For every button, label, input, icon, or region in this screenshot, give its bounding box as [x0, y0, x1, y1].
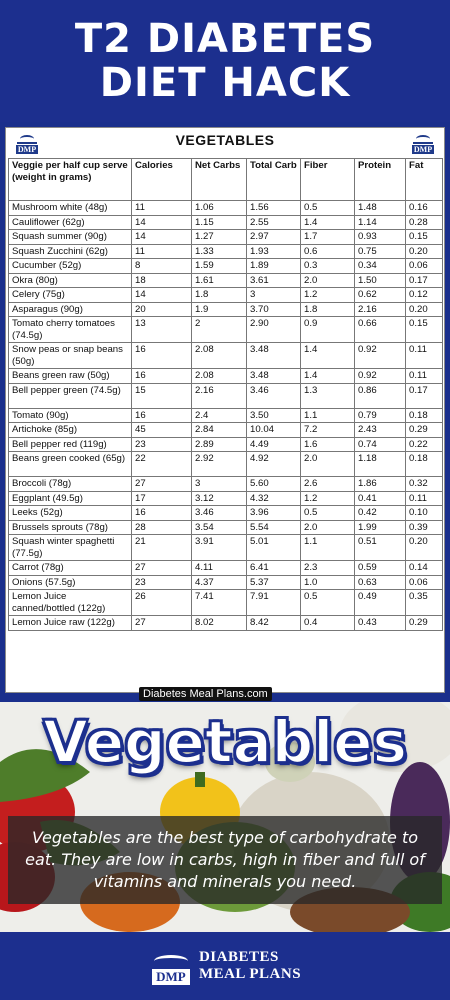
value-cell: 2.16 [355, 302, 406, 317]
value-cell: 0.18 [406, 408, 443, 423]
value-cell: 2 [192, 317, 247, 343]
veggie-name-cell: Tomato (90g) [9, 408, 132, 423]
veggie-name-cell: Bell pepper red (119g) [9, 437, 132, 452]
value-cell: 3.96 [247, 506, 301, 521]
table-title-row [6, 128, 444, 162]
value-cell: 0.42 [355, 506, 406, 521]
value-cell: 15 [132, 383, 192, 408]
value-cell: 0.20 [406, 244, 443, 259]
veggie-name-cell: Eggplant (49.5g) [9, 491, 132, 506]
value-cell: 26 [132, 590, 192, 616]
value-cell: 1.3 [301, 383, 355, 408]
value-cell: 0.66 [355, 317, 406, 343]
value-cell: 17 [132, 491, 192, 506]
value-cell: 3.48 [247, 369, 301, 384]
value-cell: 3 [192, 477, 247, 492]
value-cell: 5.37 [247, 575, 301, 590]
value-cell: 0.5 [301, 590, 355, 616]
value-cell: 28 [132, 520, 192, 535]
value-cell: 0.92 [355, 343, 406, 369]
value-cell: 2.3 [301, 561, 355, 576]
value-cell: 1.2 [301, 288, 355, 303]
value-cell: 0.15 [406, 230, 443, 245]
value-cell: 16 [132, 343, 192, 369]
value-cell: 11 [132, 244, 192, 259]
value-cell: 1.8 [301, 302, 355, 317]
value-cell: 0.43 [355, 616, 406, 631]
value-cell: 1.59 [192, 259, 247, 274]
value-cell: 23 [132, 575, 192, 590]
veggie-name-cell: Asparagus (90g) [9, 302, 132, 317]
dmp-logo-icon [149, 947, 193, 985]
value-cell: 3.48 [247, 343, 301, 369]
value-cell: 2.89 [192, 437, 247, 452]
value-cell: 22 [132, 452, 192, 477]
footer-brand-line1: DIABETES [198, 949, 279, 965]
value-cell: 3.91 [192, 535, 247, 561]
veggie-name-cell: Tomato cherry tomatoes (74.5g) [9, 317, 132, 343]
table-row [9, 491, 443, 506]
veggie-name-cell: Bell pepper green (74.5g) [9, 383, 132, 408]
value-cell: 27 [132, 477, 192, 492]
value-cell: 0.17 [406, 383, 443, 408]
value-cell: 2.55 [247, 215, 301, 230]
value-cell: 21 [132, 535, 192, 561]
value-cell: 5.01 [247, 535, 301, 561]
value-cell: 0.41 [355, 491, 406, 506]
value-cell: 2.90 [247, 317, 301, 343]
value-cell: 2.43 [355, 423, 406, 438]
value-cell: 3.61 [247, 273, 301, 288]
veggie-name-cell: Squash winter spaghetti (77.5g) [9, 535, 132, 561]
value-cell: 0.28 [406, 215, 443, 230]
value-cell: 7.2 [301, 423, 355, 438]
value-cell: 0.11 [406, 491, 443, 506]
veggie-name-cell: Celery (75g) [9, 288, 132, 303]
caption-box [8, 816, 442, 904]
value-cell: 8 [132, 259, 192, 274]
table-body [9, 201, 443, 631]
table-row [9, 506, 443, 521]
table-row [9, 288, 443, 303]
value-cell: 0.5 [301, 201, 355, 216]
value-cell: 1.6 [301, 437, 355, 452]
value-cell: 14 [132, 288, 192, 303]
value-cell: 7.91 [247, 590, 301, 616]
value-cell: 0.5 [301, 506, 355, 521]
value-cell: 1.50 [355, 273, 406, 288]
value-cell: 2.08 [192, 369, 247, 384]
caption-text: Vegetables are the best type of carbohydrate to eat. They are low in carbs, high in fiber and full of vitamins and minerals you need. [25, 828, 425, 891]
value-cell: 0.14 [406, 561, 443, 576]
value-cell: 0.12 [406, 288, 443, 303]
value-cell: 18 [132, 273, 192, 288]
value-cell: 0.18 [406, 452, 443, 477]
veggie-name-cell: Beans green raw (50g) [9, 369, 132, 384]
table-row [9, 383, 443, 408]
footer-logo [149, 947, 301, 985]
value-cell: 0.34 [355, 259, 406, 274]
value-cell: 2.4 [192, 408, 247, 423]
value-cell: 1.61 [192, 273, 247, 288]
table-row [9, 575, 443, 590]
value-cell: 0.49 [355, 590, 406, 616]
value-cell: 0.51 [355, 535, 406, 561]
value-cell: 16 [132, 506, 192, 521]
value-cell: 1.89 [247, 259, 301, 274]
value-cell: 0.93 [355, 230, 406, 245]
table-header-row [9, 159, 443, 201]
value-cell: 4.49 [247, 437, 301, 452]
veggie-name-cell: Brussels sprouts (78g) [9, 520, 132, 535]
value-cell: 2.92 [192, 452, 247, 477]
value-cell: 0.74 [355, 437, 406, 452]
value-cell: 1.99 [355, 520, 406, 535]
veggie-name-cell: Snow peas or snap beans (50g) [9, 343, 132, 369]
value-cell: 0.20 [406, 535, 443, 561]
veggie-name-cell: Lemon Juice canned/bottled (122g) [9, 590, 132, 616]
vegetables-heading: Vegetables [42, 708, 408, 776]
value-cell: 5.54 [247, 520, 301, 535]
value-cell: 0.3 [301, 259, 355, 274]
value-cell: 1.0 [301, 575, 355, 590]
vegetables-table [8, 158, 443, 631]
footer-logo-text: DMP [152, 969, 190, 985]
value-cell: 10.04 [247, 423, 301, 438]
table-row [9, 244, 443, 259]
value-cell: 1.1 [301, 408, 355, 423]
value-cell: 4.92 [247, 452, 301, 477]
value-cell: 6.41 [247, 561, 301, 576]
value-cell: 0.75 [355, 244, 406, 259]
value-cell: 16 [132, 369, 192, 384]
value-cell: 7.41 [192, 590, 247, 616]
value-cell: 2.0 [301, 273, 355, 288]
value-cell: 0.06 [406, 259, 443, 274]
value-cell: 0.62 [355, 288, 406, 303]
veggie-name-cell: Squash Zucchini (62g) [9, 244, 132, 259]
value-cell: 0.39 [406, 520, 443, 535]
value-cell: 8.42 [247, 616, 301, 631]
value-cell: 0.32 [406, 477, 443, 492]
value-cell: 1.15 [192, 215, 247, 230]
value-cell: 1.93 [247, 244, 301, 259]
footer-brand-line2: MEAL PLANS [198, 966, 302, 982]
value-cell: 0.59 [355, 561, 406, 576]
value-cell: 2.6 [301, 477, 355, 492]
value-cell: 4.32 [247, 491, 301, 506]
value-cell: 1.2 [301, 491, 355, 506]
table-column-header: Calories [132, 159, 192, 201]
value-cell: 20 [132, 302, 192, 317]
value-cell: 0.10 [406, 506, 443, 521]
value-cell: 1.33 [192, 244, 247, 259]
value-cell: 1.4 [301, 215, 355, 230]
table-row [9, 369, 443, 384]
value-cell: 0.63 [355, 575, 406, 590]
value-cell: 1.56 [247, 201, 301, 216]
table-row [9, 408, 443, 423]
value-cell: 2.16 [192, 383, 247, 408]
value-cell: 0.92 [355, 369, 406, 384]
veggie-name-cell: Carrot (78g) [9, 561, 132, 576]
veggie-name-cell: Onions (57.5g) [9, 575, 132, 590]
veggie-name-cell: Squash summer (90g) [9, 230, 132, 245]
value-cell: 0.22 [406, 437, 443, 452]
veggie-name-cell: Broccoli (78g) [9, 477, 132, 492]
table-column-header: Total Carb [247, 159, 301, 201]
table-row [9, 259, 443, 274]
value-cell: 0.16 [406, 201, 443, 216]
value-cell: 0.29 [406, 616, 443, 631]
table-row [9, 230, 443, 245]
veggie-name-cell: Leeks (52g) [9, 506, 132, 521]
veggie-name-cell: Okra (80g) [9, 273, 132, 288]
table-column-header: Fat [406, 159, 443, 201]
table-title: VEGETABLES [175, 132, 275, 148]
value-cell: 0.9 [301, 317, 355, 343]
table-row [9, 520, 443, 535]
veggie-name-cell: Mushroom white (48g) [9, 201, 132, 216]
table-row [9, 302, 443, 317]
website-label: Diabetes Meal Plans.com [139, 687, 272, 701]
value-cell: 1.9 [192, 302, 247, 317]
table-row [9, 535, 443, 561]
table-row [9, 437, 443, 452]
value-cell: 0.17 [406, 273, 443, 288]
value-cell: 1.18 [355, 452, 406, 477]
table-row [9, 215, 443, 230]
value-cell: 0.20 [406, 302, 443, 317]
veggie-name-cell: Lemon Juice raw (122g) [9, 616, 132, 631]
value-cell: 14 [132, 215, 192, 230]
value-cell: 1.14 [355, 215, 406, 230]
value-cell: 0.15 [406, 317, 443, 343]
value-cell: 4.11 [192, 561, 247, 576]
value-cell: 1.8 [192, 288, 247, 303]
veggie-name-cell: Cauliflower (62g) [9, 215, 132, 230]
header-banner [0, 0, 450, 122]
table-column-header: Veggie per half cup serve (weight in grams) [9, 159, 132, 201]
dmp-logo-icon: DMP [14, 134, 40, 158]
value-cell: 27 [132, 561, 192, 576]
value-cell: 23 [132, 437, 192, 452]
value-cell: 27 [132, 616, 192, 631]
value-cell: 1.4 [301, 369, 355, 384]
header-title-line1: T2 DIABETES [74, 16, 376, 62]
value-cell: 16 [132, 408, 192, 423]
value-cell: 13 [132, 317, 192, 343]
value-cell: 1.4 [301, 343, 355, 369]
value-cell: 2.08 [192, 343, 247, 369]
value-cell: 1.86 [355, 477, 406, 492]
value-cell: 0.4 [301, 616, 355, 631]
table-row [9, 343, 443, 369]
value-cell: 4.37 [192, 575, 247, 590]
table-row [9, 561, 443, 576]
value-cell: 2.97 [247, 230, 301, 245]
value-cell: 45 [132, 423, 192, 438]
value-cell: 0.79 [355, 408, 406, 423]
value-cell: 0.11 [406, 369, 443, 384]
table-row [9, 201, 443, 216]
value-cell: 3.50 [247, 408, 301, 423]
table-row [9, 317, 443, 343]
table-row [9, 452, 443, 477]
table-row [9, 616, 443, 631]
value-cell: 1.27 [192, 230, 247, 245]
value-cell: 5.60 [247, 477, 301, 492]
value-cell: 0.06 [406, 575, 443, 590]
value-cell: 0.6 [301, 244, 355, 259]
value-cell: 1.1 [301, 535, 355, 561]
value-cell: 3 [247, 288, 301, 303]
value-cell: 2.0 [301, 452, 355, 477]
value-cell: 2.0 [301, 520, 355, 535]
value-cell: 3.12 [192, 491, 247, 506]
veggie-name-cell: Artichoke (85g) [9, 423, 132, 438]
table-row [9, 423, 443, 438]
value-cell: 0.11 [406, 343, 443, 369]
value-cell: 0.29 [406, 423, 443, 438]
dmp-logo-icon: DMP [410, 134, 436, 158]
table-row [9, 590, 443, 616]
value-cell: 1.7 [301, 230, 355, 245]
value-cell: 3.46 [192, 506, 247, 521]
table-column-header: Protein [355, 159, 406, 201]
table-row [9, 273, 443, 288]
footer-banner [0, 932, 450, 1000]
table-column-header: Fiber [301, 159, 355, 201]
value-cell: 8.02 [192, 616, 247, 631]
footer-brand [199, 949, 301, 983]
table-column-header: Net Carbs [192, 159, 247, 201]
value-cell: 3.46 [247, 383, 301, 408]
veggie-name-cell: Beans green cooked (65g) [9, 452, 132, 477]
value-cell: 14 [132, 230, 192, 245]
value-cell: 1.48 [355, 201, 406, 216]
value-cell: 2.84 [192, 423, 247, 438]
value-cell: 3.70 [247, 302, 301, 317]
value-cell: 0.35 [406, 590, 443, 616]
header-title-line2: DIET HACK [99, 60, 351, 106]
value-cell: 3.54 [192, 520, 247, 535]
value-cell: 11 [132, 201, 192, 216]
veggie-name-cell: Cucumber (52g) [9, 259, 132, 274]
nutrition-table-card [5, 127, 445, 693]
table-row [9, 477, 443, 492]
value-cell: 1.06 [192, 201, 247, 216]
value-cell: 0.86 [355, 383, 406, 408]
